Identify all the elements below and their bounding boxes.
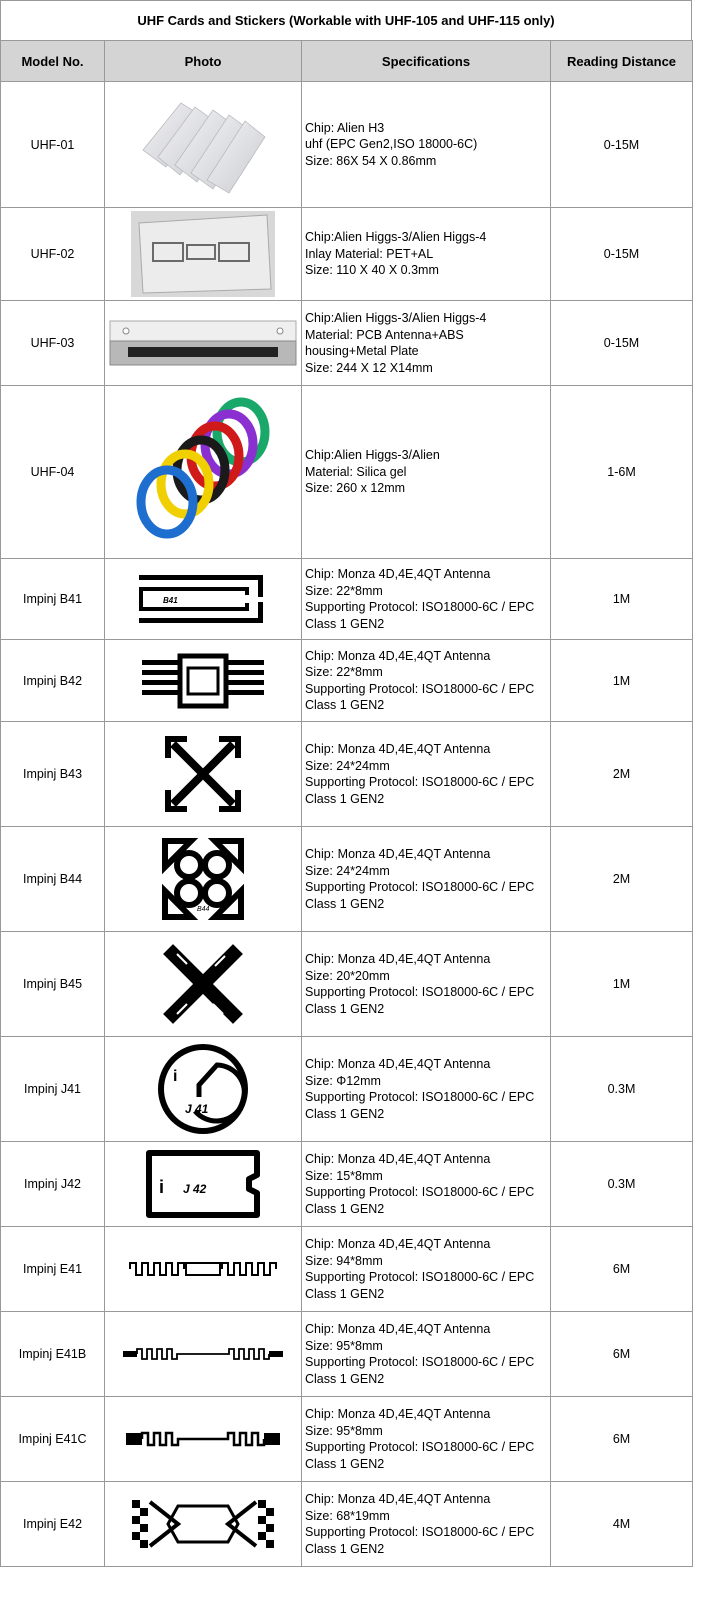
e41-antenna bbox=[105, 1227, 302, 1312]
model-cell: UHF-04 bbox=[1, 386, 105, 559]
table-row bbox=[1, 386, 693, 559]
specs-cell: Chip: Monza 4D,4E,4QT Antenna Size: 15*8mm Supporting Protocol: ISO18000-6C / EPC Class 1 GEN2 bbox=[302, 1142, 551, 1227]
b43-antenna bbox=[105, 722, 302, 827]
table-row bbox=[1, 82, 693, 208]
model-cell: Impinj B44 bbox=[1, 827, 105, 932]
distance-cell: 2M bbox=[551, 827, 693, 932]
j42-label: J 42 bbox=[183, 1182, 207, 1196]
table-row bbox=[1, 1397, 693, 1482]
distance-cell: 1M bbox=[551, 559, 693, 640]
white-cards-image bbox=[105, 82, 302, 208]
distance-cell: 1-6M bbox=[551, 386, 693, 559]
model-cell: UHF-01 bbox=[1, 82, 105, 208]
distance-cell: 6M bbox=[551, 1312, 693, 1397]
b41-antenna bbox=[105, 559, 302, 640]
j42-antenna bbox=[105, 1142, 302, 1227]
b45-antenna bbox=[105, 932, 302, 1037]
specs-cell: Chip: Monza 4D,4E,4QT Antenna Size: 24*24mm Supporting Protocol: ISO18000-6C / EPC Class 1 GEN2 bbox=[302, 722, 551, 827]
model-cell: UHF-02 bbox=[1, 208, 105, 301]
distance-cell: 0-15M bbox=[551, 208, 693, 301]
model-cell: Impinj J42 bbox=[1, 1142, 105, 1227]
b44-antenna bbox=[105, 827, 302, 932]
table-row bbox=[1, 1312, 693, 1397]
distance-cell: 1M bbox=[551, 932, 693, 1037]
e41b-antenna bbox=[105, 1312, 302, 1397]
specs-cell: Chip: Monza 4D,4E,4QT Antenna Size: 24*24mm Supporting Protocol: ISO18000-6C / EPC Class 1 GEN2 bbox=[302, 827, 551, 932]
distance-cell: 0-15M bbox=[551, 301, 693, 386]
specs-cell: Chip:Alien Higgs-3/Alien Higgs-4 Inlay Material: PET+AL Size: 110 X 40 X 0.3mm bbox=[302, 208, 551, 301]
model-cell: Impinj E41C bbox=[1, 1397, 105, 1482]
table-row bbox=[1, 1037, 693, 1142]
table-row bbox=[1, 640, 693, 722]
specs-cell: Chip: Monza 4D,4E,4QT Antenna Size: 20*20mm Supporting Protocol: ISO18000-6C / EPC Class 1 GEN2 bbox=[302, 932, 551, 1037]
e42-antenna bbox=[105, 1482, 302, 1567]
j41-antenna bbox=[105, 1037, 302, 1142]
specs-cell: Chip: Monza 4D,4E,4QT Antenna Size: 68*19mm Supporting Protocol: ISO18000-6C / EPC Class 1 GEN2 bbox=[302, 1482, 551, 1567]
specs-cell: Chip: Monza 4D,4E,4QT Antenna Size: 22*8mm Supporting Protocol: ISO18000-6C / EPC Class 1 GEN2 bbox=[302, 640, 551, 722]
model-cell: Impinj E42 bbox=[1, 1482, 105, 1567]
b41-label: B41 bbox=[163, 596, 178, 605]
model-cell: Impinj J41 bbox=[1, 1037, 105, 1142]
sheet-title: UHF Cards and Stickers (Workable with UHF-105 and UHF-115 only) bbox=[0, 0, 692, 40]
table-row bbox=[1, 1142, 693, 1227]
header-photo: Photo bbox=[105, 41, 302, 82]
specs-cell: Chip:Alien Higgs-3/Alien Material: Silica gel Size: 260 x 12mm bbox=[302, 386, 551, 559]
distance-cell: 4M bbox=[551, 1482, 693, 1567]
distance-cell: 0-15M bbox=[551, 82, 693, 208]
products-table bbox=[0, 40, 693, 1567]
specs-cell: Chip: Monza 4D,4E,4QT Antenna Size: 22*8mm Supporting Protocol: ISO18000-6C / EPC Class 1 GEN2 bbox=[302, 559, 551, 640]
table-row bbox=[1, 932, 693, 1037]
specs-cell: Chip: Monza 4D,4E,4QT Antenna Size: 95*8mm Supporting Protocol: ISO18000-6C / EPC Class 1 GEN2 bbox=[302, 1397, 551, 1482]
j41-label: J 41 bbox=[185, 1102, 209, 1116]
svg-text:i: i bbox=[159, 1177, 165, 1197]
header-row bbox=[1, 41, 693, 82]
specs-cell: Chip: Monza 4D,4E,4QT Antenna Size: 94*8mm Supporting Protocol: ISO18000-6C / EPC Class 1 GEN2 bbox=[302, 1227, 551, 1312]
table-row bbox=[1, 1482, 693, 1567]
model-cell: Impinj B41 bbox=[1, 559, 105, 640]
table-row bbox=[1, 208, 693, 301]
svg-text:i: i bbox=[173, 1068, 178, 1085]
specs-cell: Chip:Alien Higgs-3/Alien Higgs-4 Material: PCB Antenna+ABS housing+Metal Plate Size: 244 X 12 X14mm bbox=[302, 301, 551, 386]
model-cell: Impinj B43 bbox=[1, 722, 105, 827]
b44-label: B44 bbox=[197, 906, 210, 913]
table-row bbox=[1, 722, 693, 827]
model-cell: Impinj B42 bbox=[1, 640, 105, 722]
table-row bbox=[1, 827, 693, 932]
specs-cell: Chip: Alien H3 uhf (EPC Gen2,ISO 18000-6C) Size: 86X 54 X 0.86mm bbox=[302, 82, 551, 208]
model-cell: Impinj B45 bbox=[1, 932, 105, 1037]
table-row bbox=[1, 559, 693, 640]
e41c-antenna bbox=[105, 1397, 302, 1482]
b43-label: B43 bbox=[195, 797, 208, 804]
specs-cell: Chip: Monza 4D,4E,4QT Antenna Size: Φ12mm Supporting Protocol: ISO18000-6C / EPC Class 1 GEN2 bbox=[302, 1037, 551, 1142]
silicone-wristbands-image bbox=[105, 386, 302, 559]
table-row bbox=[1, 1227, 693, 1312]
pcb-metal-plate-image bbox=[105, 301, 302, 386]
distance-cell: 0.3M bbox=[551, 1037, 693, 1142]
b42-antenna bbox=[105, 640, 302, 722]
model-cell: UHF-03 bbox=[1, 301, 105, 386]
distance-cell: 1M bbox=[551, 640, 693, 722]
header-model: Model No. bbox=[1, 41, 105, 82]
distance-cell: 2M bbox=[551, 722, 693, 827]
model-cell: Impinj E41 bbox=[1, 1227, 105, 1312]
table-row bbox=[1, 301, 693, 386]
model-cell: Impinj E41B bbox=[1, 1312, 105, 1397]
anti-metal-tag-image bbox=[105, 208, 302, 301]
header-distance: Reading Distance bbox=[551, 41, 693, 82]
header-specs: Specifications bbox=[302, 41, 551, 82]
distance-cell: 6M bbox=[551, 1227, 693, 1312]
distance-cell: 0.3M bbox=[551, 1142, 693, 1227]
distance-cell: 6M bbox=[551, 1397, 693, 1482]
specs-cell: Chip: Monza 4D,4E,4QT Antenna Size: 95*8mm Supporting Protocol: ISO18000-6C / EPC Class 1 GEN2 bbox=[302, 1312, 551, 1397]
